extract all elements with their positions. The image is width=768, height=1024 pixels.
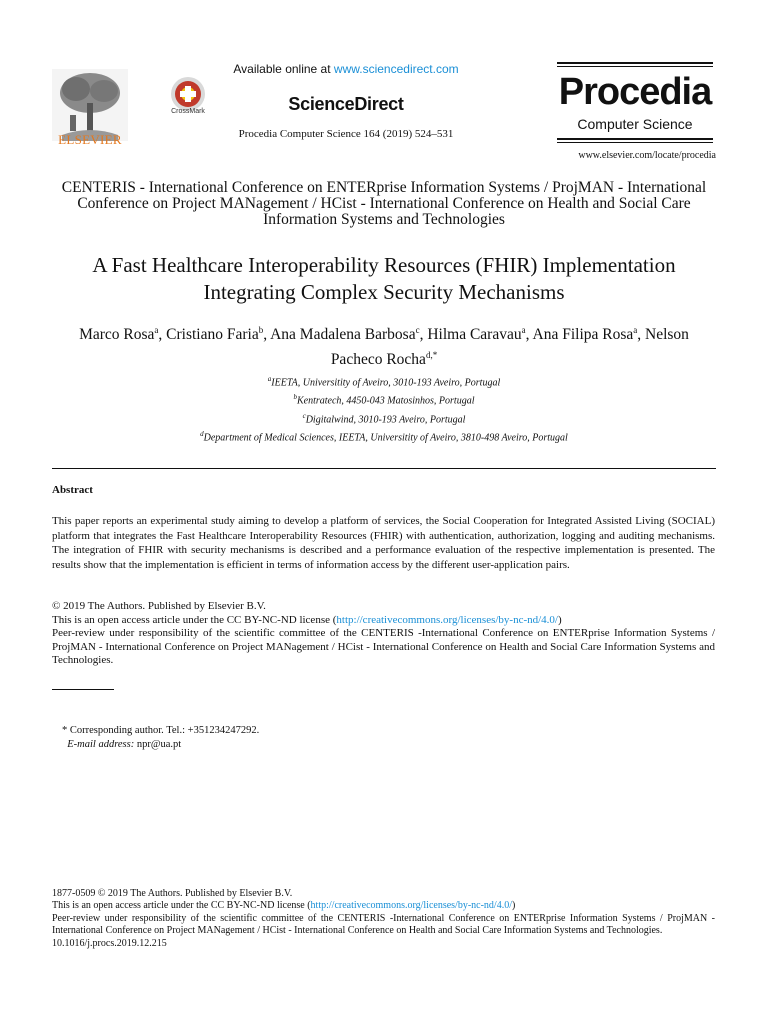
footnote-rule [52, 689, 114, 690]
corresponding-author: * Corresponding author. Tel.: +351234247292. E-mail address: npr@ua.pt [62, 725, 260, 750]
footer-license-line: This is an open access article under the CC BY-NC-ND license (http://creativecommons.org/licenses/by-nc-nd/4.0/) [52, 900, 516, 912]
section-divider [52, 468, 716, 469]
author: Ana Madalena Barbosa$^c$, [270, 325, 428, 344]
crossmark-icon[interactable] [166, 68, 210, 124]
sciencedirect-wordmark: ScienceDirect [288, 94, 404, 114]
affiliation: $^b$Kentratech, 4450-043 Matosinhos, Portugal [293, 393, 475, 407]
copyright-line: © 2019 The Authors. Published by Elsevier B.V. [52, 600, 266, 612]
license-link[interactable]: http://creativecommons.org/licenses/by-nc-nd/4.0/ [336, 613, 558, 626]
author: Hilma Caravau$^a$, [427, 325, 533, 344]
abstract-body: This paper reports an experimental study aiming to develop a platform of services, the Social Cooperation for Integrated Assisted Living (SOCIAL) platform that integrates the Fast Healthcare Interoperability Resources (FHIR) with authentication, authorization, logging and auditing mechanisms. The integration of FHIR with security mechanisms is described and a performance evaluation of the respective implementation is presented. The results show that the implementation is efficient in terms of information access by the different user-application pairs. [52, 515, 715, 571]
procedia-top-rule [557, 62, 713, 64]
author: Nelson Pacheco Rocha$^{d,*}$ [330, 326, 689, 369]
procedia-bottom-rule [557, 138, 713, 140]
available-online: Available online at www.sciencedirect.com [233, 62, 459, 76]
elsevier-wordmark: ELSEVIER [58, 132, 122, 147]
footer-peer-review: Peer-review under responsibility of the scientific committee of the CENTERIS -International Conference on ENTERprise Information Systems / ProjMAN - International Conference on Project MANagement / HCist - International Conference on Health and Social Care Information Systems and Technologies. [52, 912, 715, 937]
procedia-title: Procedia [558, 71, 712, 113]
affiliation: $^d$Department of Medical Sciences, IEETA, Universitity of Aveiro, 3810-498 Aveiro, Portugal [200, 429, 568, 444]
copyright-block [52, 600, 715, 668]
author: Cristiano Faria$^b$, [166, 325, 271, 344]
conference-name: CENTERIS - International Conference on ENTERprise Information Systems / ProjMAN - International Conference on Project MANagement / HCist - International Conference on Health and Social Care Information Systems and Technologies [61, 179, 707, 228]
procedia-subtitle: Computer Science [577, 116, 693, 132]
crossmark-label: CrossMark [171, 108, 205, 115]
procedia-bottom-rule-thin [557, 142, 713, 143]
issn-line: 1877-0509 © 2019 The Authors. Published by Elsevier B.V. [52, 888, 293, 899]
doi[interactable]: 10.1016/j.procs.2019.12.215 [52, 937, 167, 949]
footer-license-link[interactable]: http://creativecommons.org/licenses/by-nc-nd/4.0/ [310, 900, 512, 912]
author: Ana Filipa Rosa$^a$, [532, 325, 646, 344]
journal-reference: Procedia Computer Science 164 (2019) 524–531 [238, 128, 454, 140]
footer-block [52, 888, 715, 950]
email-address[interactable]: npr@ua.pt [134, 739, 182, 750]
affiliation-list [52, 372, 716, 445]
license-line: This is an open access article under the CC BY-NC-ND license (http://creativecommons.org/licenses/by-nc-nd/4.0/) [52, 613, 562, 626]
abstract-heading: Abstract [52, 484, 93, 496]
procedia-top-rule-thin [557, 66, 713, 67]
journal-url[interactable]: www.elsevier.com/locate/procedia [578, 150, 716, 161]
paper-title: A Fast Healthcare Interoperability Resources (FHIR) Implementation Integrating Complex Security Mechanisms [92, 253, 676, 304]
affiliation: $^c$Digitalwind, 3010-193 Aveiro, Portugal [302, 411, 466, 425]
affiliation: $^a$IEETA, Universitity of Aveiro, 3010-193 Aveiro, Portugal [267, 375, 501, 389]
sciencedirect-link[interactable]: www.sciencedirect.com [333, 62, 459, 76]
author: Marco Rosa$^a$, [79, 325, 167, 344]
peer-review-note: Peer-review under responsibility of the scientific committee of the CENTERIS -International Conference on ENTERprise Information Systems / ProjMAN - International Conference on Project MANagement / HCist - International Conference on Health and Social Care Information Systems and Technologies. [52, 627, 715, 666]
author-list [52, 320, 716, 370]
